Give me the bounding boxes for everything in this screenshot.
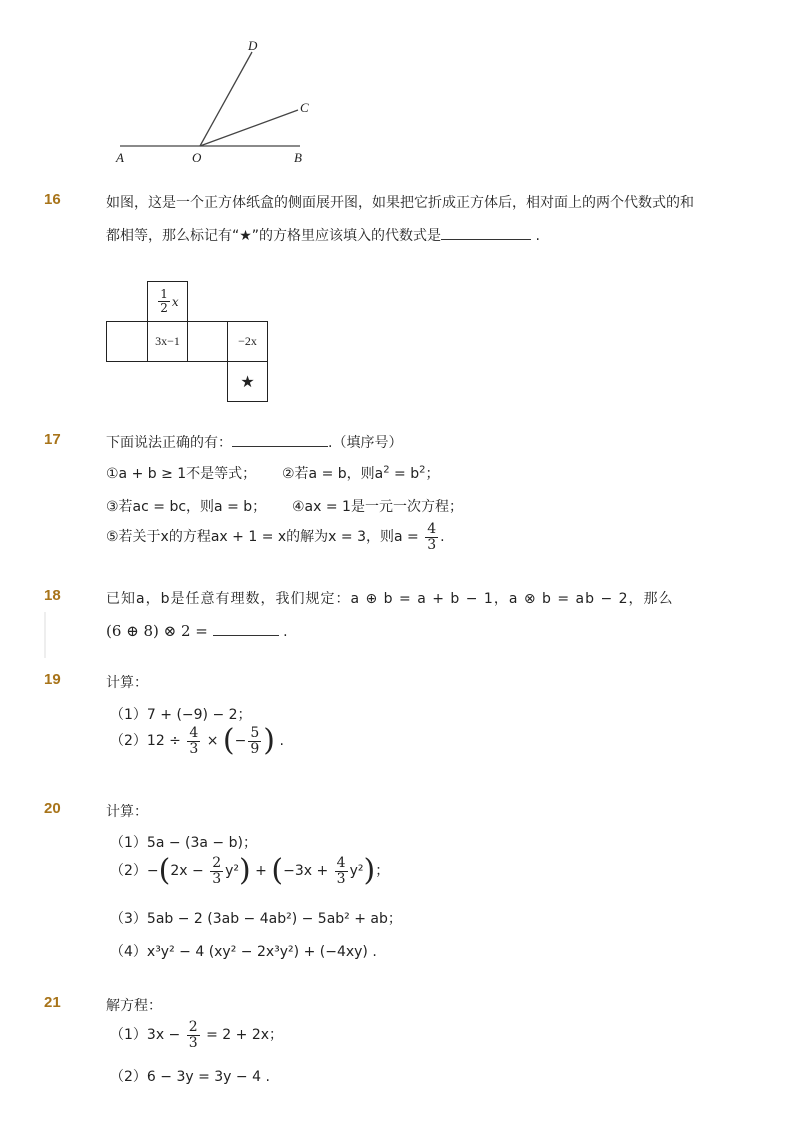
q16-line2 <box>106 225 540 245</box>
q17-item1: ①a + b ≥ 1不是等式； <box>106 466 257 482</box>
label-C: C <box>300 100 309 115</box>
net-cell-mid4: −2x <box>227 321 268 362</box>
q20-part4: （4）x³y² − 4 (xy² − 2x³y²) + (−4xy) . <box>110 944 377 960</box>
q17-item2: ②若a = b，则$a^2 = b^2$； <box>282 464 440 482</box>
net-cell-star <box>227 361 268 402</box>
label-A: A <box>116 150 124 165</box>
q21-title: 解方程： <box>106 998 162 1014</box>
q17-item4: ④ax = 1是一元一次方程； <box>292 499 463 515</box>
q19-part2: （2）12 ÷ $\frac{4}{3}$ × (− $\frac{5}{9}$ ) . <box>110 723 284 759</box>
question-number: 18 <box>44 587 61 604</box>
q16-line2-text: 都相等，那么标记有“★”的方格里应该填入的代数式是 <box>106 228 442 244</box>
q20-title: 计算： <box>106 804 148 820</box>
ray-OD <box>200 52 252 146</box>
fraction: $\frac{5}{9}$ <box>250 725 260 757</box>
label-O: O <box>192 150 202 165</box>
q19-title: 计算： <box>106 675 148 691</box>
fraction: $\frac{4}{3}$ <box>427 521 437 553</box>
label-D: D <box>248 38 258 53</box>
q16-line2-end: . <box>535 228 540 244</box>
q20-part2: （2）−(2x − $\frac{2}{3}$ y²) + (−3x + $\frac{4}{3}$ y²)； <box>110 853 390 889</box>
net-cell-top: $\frac{1}{2}$ x <box>147 281 188 322</box>
net-cell-mid1 <box>106 321 148 362</box>
net-cell-mid3 <box>187 321 228 362</box>
divider <box>44 612 46 658</box>
ray-OC <box>200 110 298 146</box>
answer-blank[interactable] <box>232 432 328 447</box>
q18-line2: (6 ⊕ 8) ⊗ 2 = . <box>106 622 288 640</box>
q19-part1: （1）7 + (−9) − 2； <box>110 707 252 723</box>
q17-item5: ⑤若关于x的方程ax + 1 = x的解为x = 3，则a = $\frac{4}{3}$ . <box>106 521 445 553</box>
fraction: $\frac{4}{3}$ <box>189 725 199 757</box>
q21-part1: （1）3x − $\frac{2}{3}$ = 2 + 2x； <box>110 1019 284 1051</box>
question-number: 19 <box>44 671 61 688</box>
fraction: $\frac{4}{3}$ <box>336 855 346 887</box>
answer-blank[interactable] <box>213 621 279 636</box>
q16-line1: 如图，这是一个正方体纸盒的侧面展开图，如果把它折成正方体后，相对面上的两个代数式的和 <box>106 195 694 211</box>
star-icon: ★ <box>240 373 255 391</box>
q20-part3: （3）5ab − 2 (3ab − 4ab²) − 5ab² + ab； <box>110 911 402 927</box>
label-B: B <box>294 150 302 165</box>
q20-part1: （1）5a − (3a − b)； <box>110 835 257 851</box>
question-number: 17 <box>44 431 61 448</box>
fraction: $\frac{2}{3}$ <box>212 855 222 887</box>
question-number: 16 <box>44 191 61 208</box>
q17-item3: ③若ac = bc，则a = b； <box>106 499 267 515</box>
answer-blank[interactable] <box>441 225 531 240</box>
net-fraction: $\frac{1}{2}$ <box>160 287 168 315</box>
fraction: $\frac{2}{3}$ <box>188 1019 198 1051</box>
question-number: 20 <box>44 800 61 817</box>
net-cell-mid2: 3x−1 <box>147 321 188 362</box>
q17-stem: 下面说法正确的有： .（填序号） <box>106 432 402 452</box>
question-number: 21 <box>44 994 61 1011</box>
q21-part2: （2）6 − 3y = 3y − 4 . <box>110 1069 270 1085</box>
angle-figure <box>100 30 330 170</box>
q18-line1: 已知a，b是任意有理数，我们规定：a ⊕ b = a + b − 1，a ⊗ b = ab − 2，那么 <box>106 591 674 607</box>
